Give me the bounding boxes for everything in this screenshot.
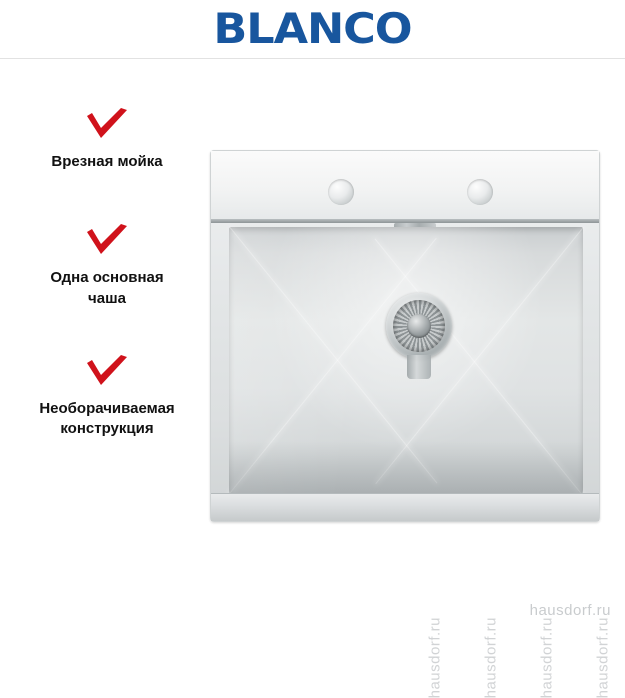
feature-label-3-line1: Необорачиваемая <box>39 399 175 417</box>
feature-label-2-line1: Одна основная <box>50 269 164 287</box>
watermark-2: hausdorf.ru <box>538 617 555 698</box>
brand-header <box>0 0 625 59</box>
feature-item-2 <box>8 224 206 309</box>
tap-hole-right-icon <box>467 179 493 205</box>
feature-item-1 <box>8 108 206 172</box>
watermark-3: hausdorf.ru <box>482 617 499 698</box>
sink-front-apron <box>211 493 599 521</box>
bowl-shadow <box>229 441 583 495</box>
sink-body <box>210 150 600 522</box>
blanco-logo: BLANCO <box>213 4 412 53</box>
product-image-sink <box>210 150 600 522</box>
check-icon <box>84 224 130 258</box>
watermark-1: hausdorf.ru <box>594 617 611 698</box>
sink-deck-edge <box>211 219 599 223</box>
feature-item-3 <box>8 355 206 440</box>
drain-pipe <box>407 355 431 379</box>
watermark-4: hausdorf.ru <box>426 617 443 698</box>
check-icon <box>84 355 130 389</box>
sink-bowl <box>229 227 583 495</box>
feature-label-1: Врезная мойка <box>51 153 163 170</box>
check-icon <box>84 108 130 142</box>
sink-deck <box>211 151 599 221</box>
drain-icon <box>386 293 452 359</box>
feature-label-3-line2: конструкция <box>60 420 154 437</box>
drain-center-cap <box>407 314 431 338</box>
tap-hole-left-icon <box>328 179 354 205</box>
watermark-bottom: hausdorf.ru <box>529 602 611 619</box>
feature-label-2-line2: чаша <box>88 289 126 307</box>
feature-list <box>8 108 206 479</box>
